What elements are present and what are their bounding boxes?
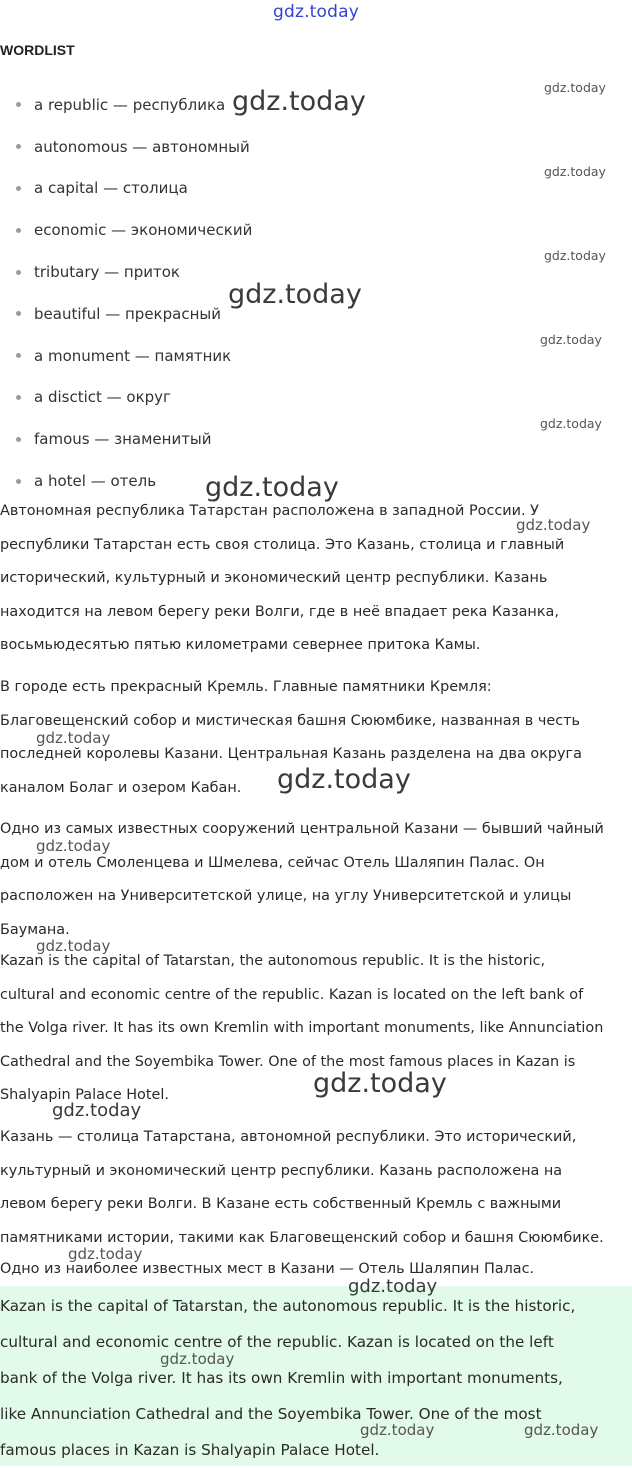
watermark: gdz.today [160,1350,235,1368]
text-line: Одно из наиболее известных мест в Казани — Отель Шаляпин Палас. [0,1261,535,1277]
watermark: gdz.today [360,1421,435,1439]
bullet-icon [16,311,21,316]
list-item-text: tributary — приток [34,263,180,282]
watermark: gdz.today [544,80,606,95]
text-line: культурный и экономический центр республики. Казань расположена на [0,1162,563,1179]
watermark: gdz.today [277,764,411,795]
highlighted-answer [0,1288,632,1468]
text-line: восьмьюдесятью пятью километрами севернее притока Камы. [0,637,481,653]
text-line: Одно из самых известных сооружений центральной Казани — бывший чайный [0,821,604,837]
text-line: исторический, культурный и экономический центр республики. Казань [0,570,548,586]
watermark: gdz.today [516,516,591,534]
watermark: gdz.today [36,837,111,855]
list-item [16,377,576,419]
text-line: like Annunciation Cathedral and the Soyembika Tower. One of the most [0,1405,542,1423]
text-line: Cathedral and the Soyembika Tower. One of the most famous places in Kazan is [0,1053,576,1070]
text-line: левом берегу реки Волги. В Казане есть собственный Кремль с важными [0,1196,562,1212]
text-line: находится на левом берегу реки Волги, где в неё впадает река Казанка, [0,603,559,620]
watermark: gdz.today [52,1100,142,1121]
text-line: Казань — столица Татарстана, автономной республики. Это исторический, [0,1129,577,1145]
text-line: памятниками истории, такими как Благовещенский собор и башня Сююмбике. [0,1229,604,1246]
watermark: gdz.today [36,937,111,955]
list-item-text: a capital — столица [34,179,188,198]
wordlist-heading: WORDLIST [0,42,75,58]
site-logo[interactable]: gdz.today [272,2,360,22]
text-line: дом и отель Смоленцева и Шмелева, сейчас Отель Шаляпин Палас. Он [0,854,545,871]
bullet-icon [16,353,21,358]
list-item [16,209,576,251]
watermark: gdz.today [68,1245,143,1263]
watermark: gdz.today [228,279,362,310]
text-line: Баумана. [0,921,70,938]
text-line: bank of the Volga river. It has its own Kremlin with important monuments, [0,1369,563,1387]
bullet-icon [16,102,21,107]
list-item [16,335,576,377]
bullet-icon [16,228,21,233]
list-item [16,168,576,210]
watermark: gdz.today [540,332,602,347]
list-item [16,418,576,460]
list-item-text: beautiful — прекрасный [34,304,221,323]
watermark: gdz.today [205,472,339,503]
bullet-icon [16,395,21,400]
list-item [16,126,576,168]
text-line: Kazan is the capital of Tatarstan, the autonomous republic. It is the historic, [0,1297,576,1315]
text-line: cultural and economic centre of the republic. Kazan is located on the left [0,1333,554,1351]
text-line: Kazan is the capital of Tatarstan, the autonomous republic. It is the historic, [0,953,546,969]
list-item-text: economic — экономический [34,221,253,240]
bullet-icon [16,270,21,275]
text-line: Благовещенский собор и мистическая башня Сююмбике, названная в честь [0,712,580,729]
watermark: gdz.today [232,86,366,117]
text-line: расположен на Университетской улице, на углу Университетской и улицы [0,888,572,904]
watermark: gdz.today [36,729,111,747]
list-item-text: a monument — памятник [34,346,232,365]
watermark: gdz.today [540,416,602,431]
bullet-icon [16,437,21,442]
watermark: gdz.today [524,1421,599,1439]
text-line: cultural and economic centre of the republic. Kazan is located on the left bank of [0,986,584,1003]
russian-paragraph-3 [0,813,632,947]
watermark: gdz.today [544,164,606,179]
bullet-icon [16,186,21,191]
text-line: famous places in Kazan is Shalyapin Palace Hotel. [0,1441,380,1459]
list-item-text: a republic — республика [34,95,226,114]
text-line: В городе есть прекрасный Кремль. Главные памятники Кремля: [0,679,492,695]
text-line: республики Татарстан есть своя столица. Это Казань, столица и главный [0,536,565,553]
list-item-text: a disctict — округ [34,388,171,407]
bullet-icon [16,144,21,149]
watermark: gdz.today [313,1068,447,1099]
text-line: Автономная республика Татарстан расположена в западной России. У [0,503,539,519]
watermark: gdz.today [348,1276,438,1297]
text-line: Shalyapin Palace Hotel. [0,1087,169,1103]
text-line: последней королевы Казани. Центральная Казань разделена на два округа [0,746,582,762]
list-item-text: a hotel — отель [34,472,157,491]
list-item-text: autonomous — автономный [34,137,250,156]
list-item-text: famous — знаменитый [34,430,212,449]
watermark: gdz.today [544,248,606,263]
bullet-icon [16,479,21,484]
text-line: каналом Болаг и озером Кабан. [0,779,242,796]
text-line: the Volga river. It has its own Kremlin with important monuments, like Annunciation [0,1020,604,1036]
